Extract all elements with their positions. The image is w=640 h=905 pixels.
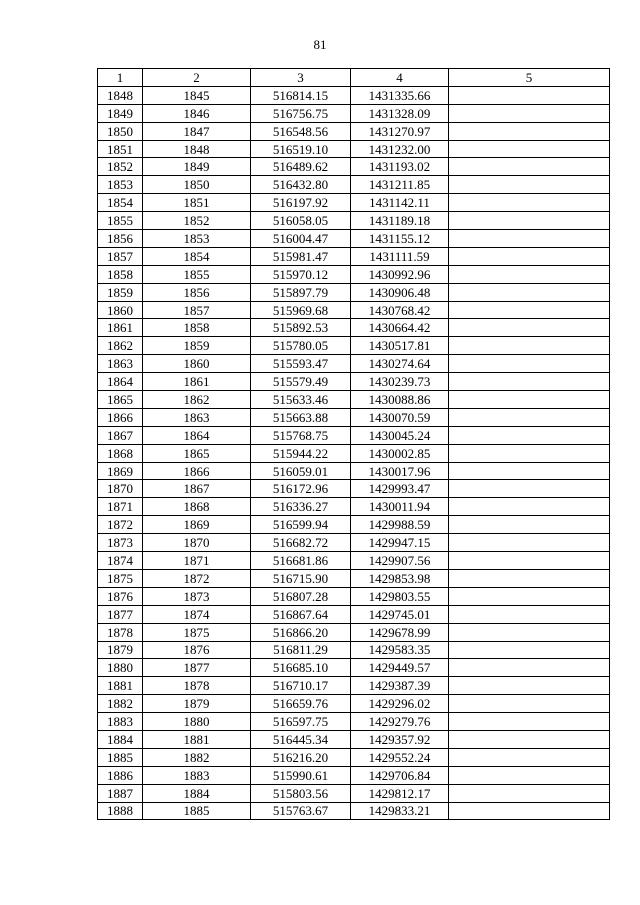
table-cell: 515780.05	[251, 337, 351, 355]
column-header: 2	[143, 69, 251, 87]
table-cell	[449, 641, 610, 659]
table-cell: 516489.62	[251, 158, 351, 176]
table-cell	[449, 713, 610, 731]
table-cell: 1874	[143, 605, 251, 623]
table-cell: 1880	[143, 713, 251, 731]
table-cell	[449, 480, 610, 498]
table-cell: 1849	[98, 104, 143, 122]
table-cell: 1849	[143, 158, 251, 176]
table-cell: 515768.75	[251, 426, 351, 444]
table-row	[98, 176, 610, 194]
table-cell: 1429988.59	[351, 516, 449, 534]
table-cell: 1430274.64	[351, 355, 449, 373]
table-cell	[449, 784, 610, 802]
table-cell	[449, 337, 610, 355]
table-cell: 1882	[98, 695, 143, 713]
table-cell: 1884	[98, 730, 143, 748]
table-cell: 1429387.39	[351, 677, 449, 695]
table-cell: 1430992.96	[351, 265, 449, 283]
table-cell: 515763.67	[251, 802, 351, 820]
table-cell: 1860	[98, 301, 143, 319]
table-cell: 1854	[98, 194, 143, 212]
table-row	[98, 784, 610, 802]
table-cell	[449, 140, 610, 158]
table-cell: 1857	[143, 301, 251, 319]
table-cell: 516682.72	[251, 534, 351, 552]
table-cell: 1850	[143, 176, 251, 194]
table-cell	[449, 230, 610, 248]
table-cell	[449, 569, 610, 587]
table-cell: 516445.34	[251, 730, 351, 748]
table-cell	[449, 802, 610, 820]
table-cell: 515990.61	[251, 766, 351, 784]
table-row	[98, 337, 610, 355]
table-cell: 515803.56	[251, 784, 351, 802]
table-cell	[449, 391, 610, 409]
table-row	[98, 623, 610, 641]
table-cell: 515633.46	[251, 391, 351, 409]
table-cell: 1431335.66	[351, 86, 449, 104]
table-cell: 1872	[98, 516, 143, 534]
table-cell: 1864	[98, 373, 143, 391]
table-cell	[449, 730, 610, 748]
table-cell: 1430002.85	[351, 444, 449, 462]
table-row	[98, 86, 610, 104]
table-cell: 516058.05	[251, 212, 351, 230]
table-cell: 1858	[98, 265, 143, 283]
page-number: 81	[313, 37, 327, 52]
column-header: 4	[351, 69, 449, 87]
table-cell: 1885	[98, 748, 143, 766]
table-cell: 516814.15	[251, 86, 351, 104]
table-cell: 1429357.92	[351, 730, 449, 748]
table-cell: 1871	[143, 552, 251, 570]
table-cell: 1856	[143, 283, 251, 301]
table-cell: 1882	[143, 748, 251, 766]
table-cell	[449, 462, 610, 480]
table-cell: 1430664.42	[351, 319, 449, 337]
table-cell: 1863	[98, 355, 143, 373]
table-cell: 515892.53	[251, 319, 351, 337]
table-row	[98, 498, 610, 516]
table-cell: 1429907.56	[351, 552, 449, 570]
table-header-row	[98, 69, 610, 87]
table-cell: 1867	[98, 426, 143, 444]
table-cell	[449, 355, 610, 373]
table-cell: 1856	[98, 230, 143, 248]
table-cell	[449, 122, 610, 140]
table-row	[98, 605, 610, 623]
table-cell	[449, 408, 610, 426]
table-cell: 1883	[98, 713, 143, 731]
table-cell: 1846	[143, 104, 251, 122]
table-cell: 1862	[98, 337, 143, 355]
table-cell: 1874	[98, 552, 143, 570]
table-row	[98, 569, 610, 587]
table-row	[98, 104, 610, 122]
table-cell: 1429947.15	[351, 534, 449, 552]
table-cell: 1877	[143, 659, 251, 677]
table-cell: 1859	[98, 283, 143, 301]
table-row	[98, 802, 610, 820]
table-cell: 1852	[98, 158, 143, 176]
table-cell: 1429449.57	[351, 659, 449, 677]
table-cell: 1875	[143, 623, 251, 641]
table-row	[98, 247, 610, 265]
table-cell: 1430011.94	[351, 498, 449, 516]
table-cell: 1869	[143, 516, 251, 534]
table-cell: 1879	[98, 641, 143, 659]
table-row	[98, 283, 610, 301]
table-cell: 1430017.96	[351, 462, 449, 480]
table-cell: 1429993.47	[351, 480, 449, 498]
table-cell: 1430517.81	[351, 337, 449, 355]
table-row	[98, 552, 610, 570]
table-row	[98, 319, 610, 337]
table-cell	[449, 265, 610, 283]
table-cell: 515593.47	[251, 355, 351, 373]
table-cell: 516599.94	[251, 516, 351, 534]
table-cell: 1847	[143, 122, 251, 140]
table-row	[98, 713, 610, 731]
table-row	[98, 265, 610, 283]
table-cell: 516867.64	[251, 605, 351, 623]
column-header: 5	[449, 69, 610, 87]
table-cell: 515970.12	[251, 265, 351, 283]
table-cell: 1881	[143, 730, 251, 748]
table-row	[98, 301, 610, 319]
table-cell: 516519.10	[251, 140, 351, 158]
table-cell: 1852	[143, 212, 251, 230]
table-cell	[449, 444, 610, 462]
table-cell	[449, 534, 610, 552]
table-cell	[449, 301, 610, 319]
table-cell: 1431328.09	[351, 104, 449, 122]
table-cell: 1848	[98, 86, 143, 104]
table-row	[98, 730, 610, 748]
table-cell: 1888	[98, 802, 143, 820]
table-cell: 516811.29	[251, 641, 351, 659]
table-row	[98, 516, 610, 534]
table-row	[98, 766, 610, 784]
table-cell: 1858	[143, 319, 251, 337]
table-cell: 1861	[143, 373, 251, 391]
table-row	[98, 408, 610, 426]
table-cell: 1851	[98, 140, 143, 158]
table-row	[98, 212, 610, 230]
table-cell: 1853	[98, 176, 143, 194]
table-cell: 1431193.02	[351, 158, 449, 176]
table-cell: 1851	[143, 194, 251, 212]
table-cell: 516681.86	[251, 552, 351, 570]
table-row	[98, 122, 610, 140]
table-cell: 1431142.11	[351, 194, 449, 212]
table-cell: 1877	[98, 605, 143, 623]
table-cell: 1868	[143, 498, 251, 516]
table-cell: 1878	[98, 623, 143, 641]
table-cell	[449, 748, 610, 766]
table-cell	[449, 552, 610, 570]
table-cell	[449, 373, 610, 391]
table-cell: 1857	[98, 247, 143, 265]
table-cell: 516432.80	[251, 176, 351, 194]
table-row	[98, 391, 610, 409]
table-cell	[449, 247, 610, 265]
table-cell	[449, 605, 610, 623]
table-row	[98, 659, 610, 677]
table-cell: 1861	[98, 319, 143, 337]
table-cell	[449, 695, 610, 713]
table-cell: 1866	[143, 462, 251, 480]
table-cell: 1854	[143, 247, 251, 265]
table-cell: 1430088.86	[351, 391, 449, 409]
table-row	[98, 462, 610, 480]
table-cell: 1855	[143, 265, 251, 283]
table-row	[98, 426, 610, 444]
table-cell: 516197.92	[251, 194, 351, 212]
table-cell: 1429833.21	[351, 802, 449, 820]
table-cell: 1431111.59	[351, 247, 449, 265]
table-cell: 1881	[98, 677, 143, 695]
table-cell: 516059.01	[251, 462, 351, 480]
table-cell: 1431211.85	[351, 176, 449, 194]
table-cell: 1850	[98, 122, 143, 140]
table-cell: 1429678.99	[351, 623, 449, 641]
table-row	[98, 748, 610, 766]
table-row	[98, 373, 610, 391]
table-cell: 516756.75	[251, 104, 351, 122]
table-cell: 516548.56	[251, 122, 351, 140]
table-cell: 1864	[143, 426, 251, 444]
table-cell: 1885	[143, 802, 251, 820]
table-cell: 1863	[143, 408, 251, 426]
table-cell: 516715.90	[251, 569, 351, 587]
table-cell: 1886	[98, 766, 143, 784]
table-cell: 1429803.55	[351, 587, 449, 605]
table-cell: 1853	[143, 230, 251, 248]
table-cell: 516807.28	[251, 587, 351, 605]
table-cell: 1860	[143, 355, 251, 373]
table-cell	[449, 158, 610, 176]
column-header: 1	[98, 69, 143, 87]
table-cell: 1867	[143, 480, 251, 498]
table-cell: 1431232.00	[351, 140, 449, 158]
table-cell: 1430906.48	[351, 283, 449, 301]
table-cell	[449, 104, 610, 122]
table-row	[98, 534, 610, 552]
table-cell: 516004.47	[251, 230, 351, 248]
table-cell: 1429296.02	[351, 695, 449, 713]
table-row	[98, 677, 610, 695]
table-row	[98, 194, 610, 212]
table-cell: 1429279.76	[351, 713, 449, 731]
table-cell	[449, 623, 610, 641]
table-cell: 516866.20	[251, 623, 351, 641]
table-cell: 1865	[98, 391, 143, 409]
table-cell: 1430239.73	[351, 373, 449, 391]
table-row	[98, 695, 610, 713]
table-row	[98, 158, 610, 176]
table-cell: 1430070.59	[351, 408, 449, 426]
table-cell	[449, 516, 610, 534]
column-header: 3	[251, 69, 351, 87]
table-cell: 1848	[143, 140, 251, 158]
table-cell: 1855	[98, 212, 143, 230]
table-cell: 1884	[143, 784, 251, 802]
table-cell: 1870	[98, 480, 143, 498]
table-row	[98, 641, 610, 659]
table-cell: 515969.68	[251, 301, 351, 319]
table-cell: 1876	[98, 587, 143, 605]
table-cell: 515579.49	[251, 373, 351, 391]
table-cell	[449, 194, 610, 212]
table-cell: 1887	[98, 784, 143, 802]
table-cell	[449, 212, 610, 230]
table-cell: 1845	[143, 86, 251, 104]
table-cell: 1870	[143, 534, 251, 552]
table-cell: 1883	[143, 766, 251, 784]
table-cell: 1875	[98, 569, 143, 587]
table-cell: 516685.10	[251, 659, 351, 677]
table-cell: 1429853.98	[351, 569, 449, 587]
table-cell: 1873	[143, 587, 251, 605]
table-cell: 516659.76	[251, 695, 351, 713]
table-cell: 1880	[98, 659, 143, 677]
table-row	[98, 140, 610, 158]
table-cell: 516216.20	[251, 748, 351, 766]
table-cell: 1429812.17	[351, 784, 449, 802]
table-cell: 516172.96	[251, 480, 351, 498]
table-cell	[449, 283, 610, 301]
table-cell: 1431189.18	[351, 212, 449, 230]
table-cell: 515944.22	[251, 444, 351, 462]
table-cell	[449, 319, 610, 337]
table-cell: 515897.79	[251, 283, 351, 301]
table-cell: 1429552.24	[351, 748, 449, 766]
table-cell	[449, 176, 610, 194]
table-cell: 1430768.42	[351, 301, 449, 319]
table-row	[98, 480, 610, 498]
table-cell: 1873	[98, 534, 143, 552]
table-cell	[449, 766, 610, 784]
table-cell: 1871	[98, 498, 143, 516]
table-cell: 1431270.97	[351, 122, 449, 140]
table-cell: 1431155.12	[351, 230, 449, 248]
table-cell: 1876	[143, 641, 251, 659]
table-body	[98, 86, 610, 820]
table-row	[98, 230, 610, 248]
table-cell: 516336.27	[251, 498, 351, 516]
table-cell: 1868	[98, 444, 143, 462]
table-cell: 1869	[98, 462, 143, 480]
table-cell: 1879	[143, 695, 251, 713]
table-cell: 1878	[143, 677, 251, 695]
table-cell: 1862	[143, 391, 251, 409]
table-cell: 516710.17	[251, 677, 351, 695]
table-cell	[449, 659, 610, 677]
table-cell	[449, 587, 610, 605]
table-cell: 1430045.24	[351, 426, 449, 444]
table-row	[98, 444, 610, 462]
coordinates-table	[97, 68, 610, 820]
table-cell	[449, 677, 610, 695]
table-row	[98, 355, 610, 373]
table-cell: 1429706.84	[351, 766, 449, 784]
table-row	[98, 587, 610, 605]
table-cell	[449, 498, 610, 516]
table-cell: 515663.88	[251, 408, 351, 426]
table-cell	[449, 86, 610, 104]
table-cell: 1865	[143, 444, 251, 462]
table-cell: 1866	[98, 408, 143, 426]
table-cell	[449, 426, 610, 444]
table-cell: 515981.47	[251, 247, 351, 265]
table-cell: 1872	[143, 569, 251, 587]
table-cell: 516597.75	[251, 713, 351, 731]
table-cell: 1429583.35	[351, 641, 449, 659]
table-cell: 1429745.01	[351, 605, 449, 623]
table-cell: 1859	[143, 337, 251, 355]
